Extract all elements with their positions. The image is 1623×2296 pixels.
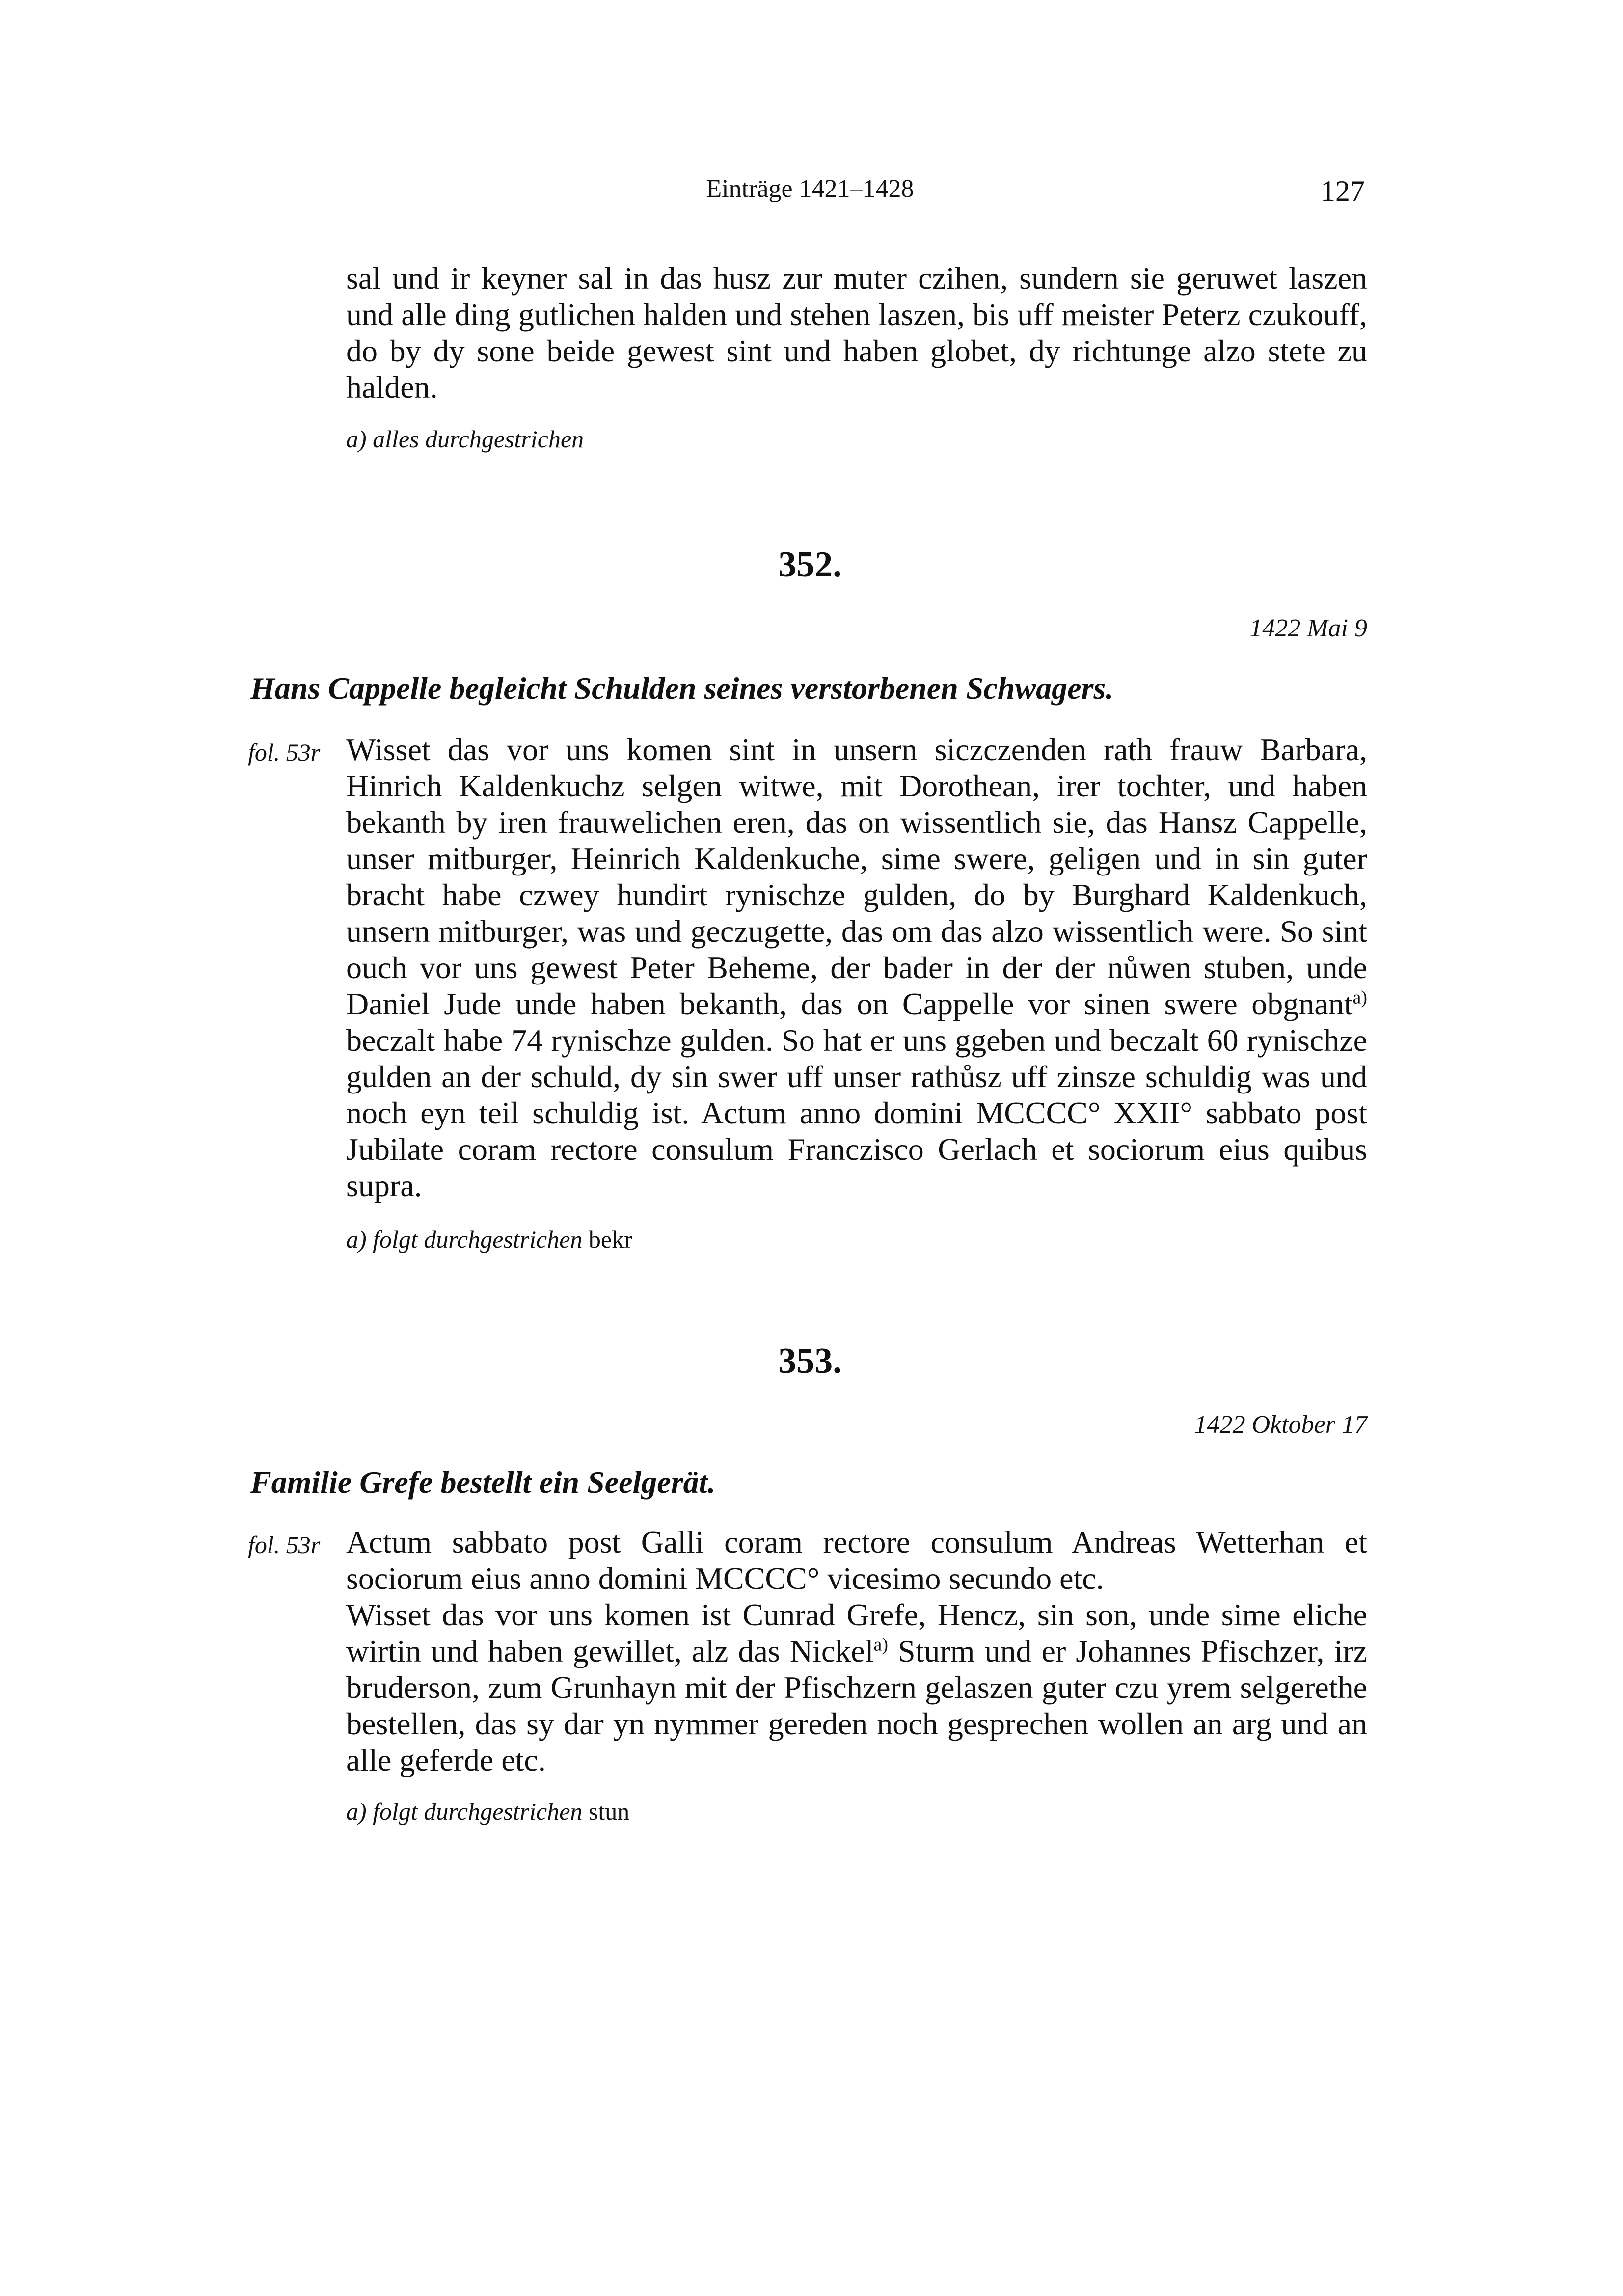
footnote-text: a) alles durchgestrichen xyxy=(346,425,584,453)
footnote-label: a) folgt durchgestrichen xyxy=(346,1226,583,1253)
entry-text-part: Wisset das vor uns komen ist Cunrad Grefe, Hencz, sin son, unde sime eliche wirtin und haben gewillet, alz das Nickel xyxy=(346,1597,1367,1668)
intro-footnote xyxy=(346,425,584,453)
entry-title: Familie Grefe bestellt ein Seelgerät. xyxy=(250,1465,716,1500)
entry-date: 1422 Oktober 17 xyxy=(1194,1411,1367,1439)
entry-title: Hans Cappelle begleicht Schulden seines verstorbenen Schwagers. xyxy=(250,671,1114,706)
entry-text xyxy=(346,732,1367,1204)
intro-text xyxy=(346,260,1367,406)
entry-paragraph xyxy=(346,732,1367,1204)
folio-reference: fol. 53r xyxy=(248,1531,321,1558)
entry-text-part: Sturm und er Johannes Pfischzer, irz bruderson, zum Grunhayn mit der Pfischzern gelaszen guter czu yrem selgerethe bestellen, das sy dar yn nymmer gereden noch gesprechen wollen an arg und an alle geferde etc. xyxy=(346,1634,1367,1777)
entry-footnote xyxy=(346,1797,629,1826)
running-header-title: Einträge 1421–1428 xyxy=(706,175,914,203)
folio-reference: fol. 53r xyxy=(248,738,321,766)
entry-number: 352. xyxy=(778,545,842,585)
entry-footnote xyxy=(346,1225,632,1254)
entry-text-part: beczalt habe 74 rynischze gulden. So hat er uns ggeben und beczalt 60 rynischze gulden an der schuld, dy sin swer uff unser rathůsz uff zinsze schuldig was und noch eyn teil schuldig ist. Actum anno domini MCCCC° XXII° sabbato post Jubilate coram rectore consulum Franczisco Gerlach et sociorum eius quibus supra. xyxy=(346,1023,1367,1203)
page-number: 127 xyxy=(1321,175,1365,207)
entry-paragraph xyxy=(346,1597,1367,1778)
footnote-word: stun xyxy=(582,1798,630,1825)
footnote-marker: a) xyxy=(873,1634,888,1655)
footnote-marker: a) xyxy=(1352,987,1367,1008)
entry-date: 1422 Mai 9 xyxy=(1249,614,1367,642)
intro-paragraph: sal und ir keyner sal in das husz zur muter czihen, sundern sie geruwet laszen und alle ding gutlichen halden und stehen laszen, bis uff meister Peterz czukouff, do by dy sone beide gewest sint und haben globet, dy richtunge alzo stete zu halden. xyxy=(346,261,1367,405)
footnote-label: a) folgt durchgestrichen xyxy=(346,1798,583,1825)
entry-text-part: Wisset das vor uns komen sint in unsern siczczenden rath frauw Barbara, Hinrich Kaldenkuchz selgen witwe, mit Dorothean, irer tochter, und haben bekanth by iren frauwelichen eren, das on wissentlich sie, das Hansz Cappelle, unser mitburger, Heinrich Kaldenkuche, sime swere, geligen und in sin guter bracht habe czwey hundirt rynischze gulden, do by Burghard Kaldenkuch, unsern mitburger, was und geczugette, das om das alzo wissentlich were. So sint ouch vor uns gewest Peter Beheme, der bader in der der nůwen stuben, unde Daniel Jude unde haben bekanth, das on Cappelle vor sinen swere obgnant xyxy=(346,732,1367,1021)
entry-number: 353. xyxy=(778,1341,842,1381)
entry-text xyxy=(346,1524,1367,1778)
entry-paragraph: Actum sabbato post Galli coram rectore consulum Andreas Wetterhan et sociorum eius anno domini MCCCC° vicesimo secundo etc. xyxy=(346,1525,1367,1596)
footnote-word: bekr xyxy=(582,1226,632,1253)
